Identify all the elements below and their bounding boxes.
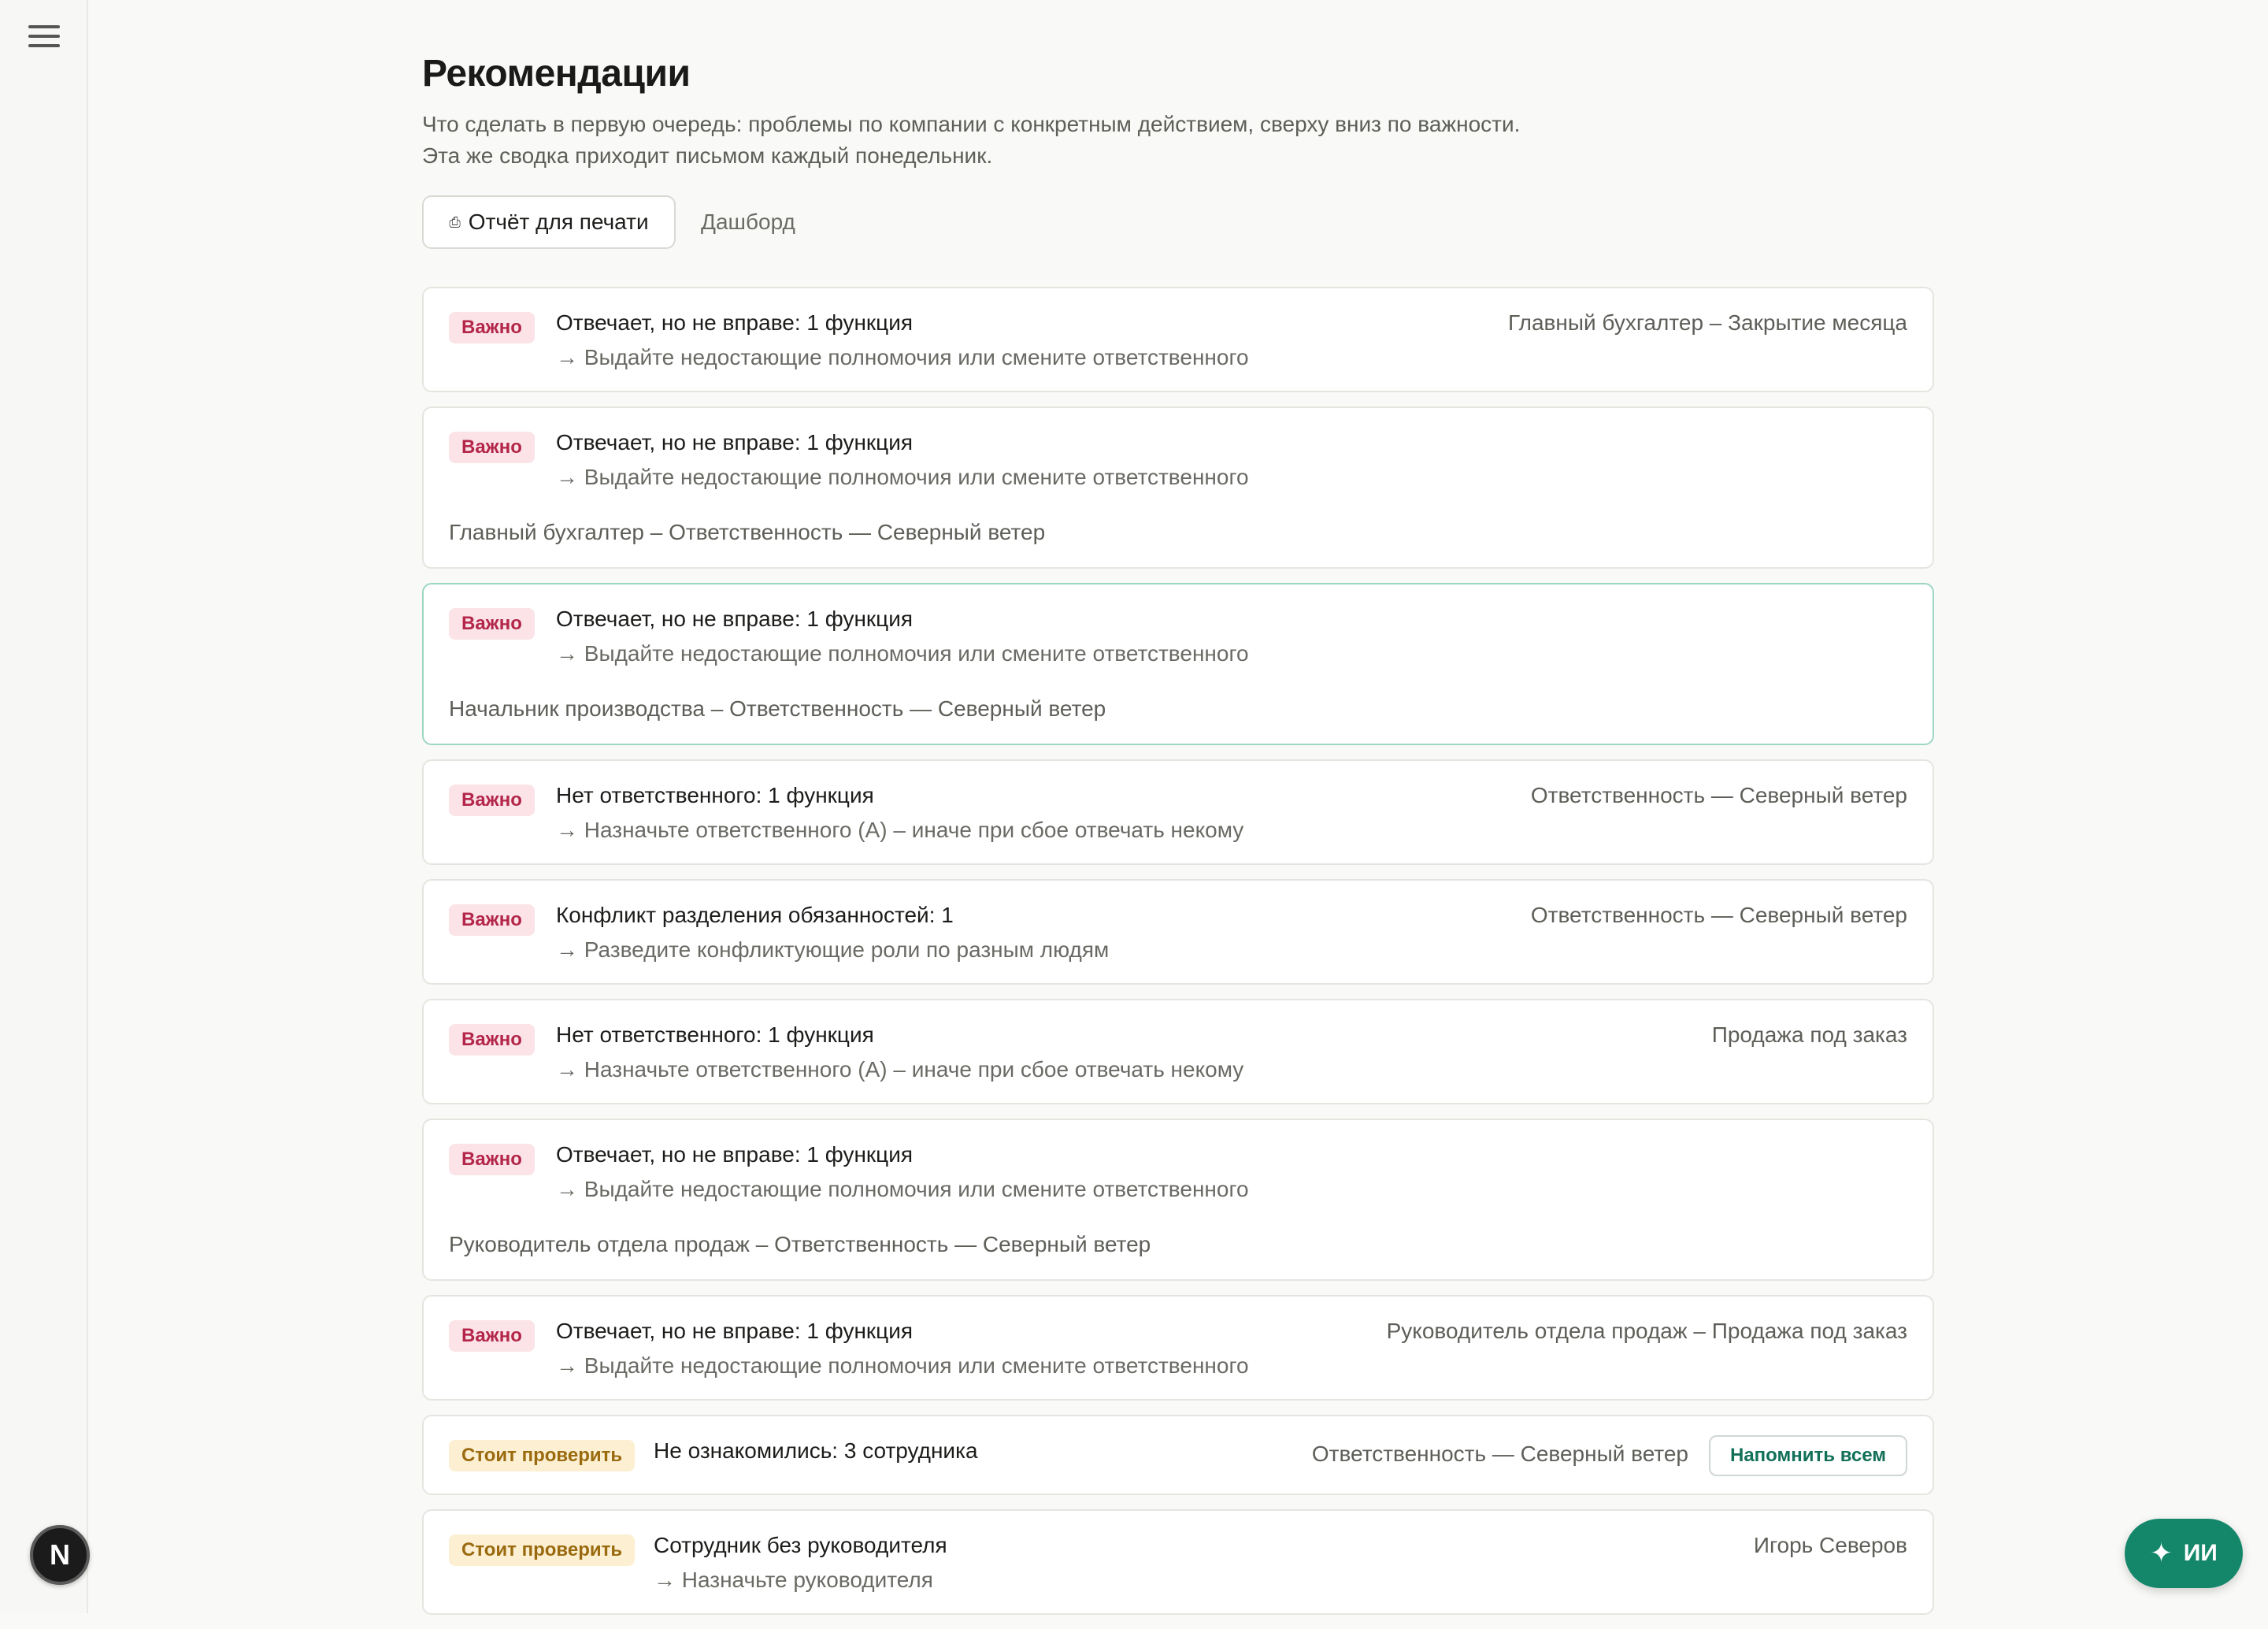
severity-badge: Важно — [449, 1024, 535, 1056]
severity-badge: Важно — [449, 312, 535, 343]
subtitle-line-2: Эта же сводка приходит письмом каждый понедельник. — [422, 143, 993, 168]
card-action: → Назначьте руководителя — [654, 1568, 933, 1592]
recommendation-card[interactable] — [422, 1119, 1934, 1281]
card-context: Ответственность — Северный ветер — [1530, 783, 1907, 807]
card-context: Руководитель отдела продаж – Ответственность — Северный ветер — [449, 1232, 1151, 1256]
card-title: Отвечает, но не вправе: 1 функция — [556, 1142, 914, 1167]
recommendation-card[interactable] — [422, 1415, 1934, 1495]
card-action: → Выдайте недостающие полномочия или смените ответственного — [556, 1353, 1249, 1378]
card-title: Отвечает, но не вправе: 1 функция — [556, 430, 914, 455]
card-context: Начальник производства – Ответственность — Северный ветер — [449, 696, 1106, 721]
ai-button-label: ИИ — [2183, 1540, 2218, 1566]
card-context: Руководитель отдела продаж – Продажа под заказ — [1386, 1319, 1907, 1343]
card-context: Игорь Северов — [1753, 1533, 1907, 1557]
severity-badge: Важно — [449, 1144, 535, 1175]
page-title: Рекомендации — [422, 53, 691, 95]
card-title: Отвечает, но не вправе: 1 функция — [556, 1319, 914, 1343]
remind-all-button[interactable]: Напомнить всем — [1709, 1435, 1907, 1476]
recommendation-card[interactable] — [422, 759, 1934, 865]
printer-icon: ⎙ — [449, 213, 461, 230]
card-title: Нет ответственного: 1 функция — [556, 1022, 874, 1047]
recommendation-card[interactable] — [422, 879, 1934, 985]
card-title: Не ознакомились: 3 сотрудника — [654, 1438, 978, 1463]
recommendation-card[interactable] — [422, 406, 1934, 569]
card-context: Ответственность — Северный ветер — [1311, 1442, 1688, 1466]
severity-badge: Стоит проверить — [449, 1440, 635, 1471]
card-context: Продажа под заказ — [1711, 1022, 1907, 1047]
print-report-button[interactable] — [422, 195, 676, 249]
recommendation-card[interactable] — [422, 1509, 1934, 1615]
severity-badge: Важно — [449, 904, 535, 936]
card-title: Отвечает, но не вправе: 1 функция — [556, 607, 914, 631]
page-subtitle — [422, 109, 1918, 172]
card-title: Сотрудник без руководителя — [654, 1533, 947, 1557]
card-action: → Выдайте недостающие полномочия или смените ответственного — [556, 345, 1249, 369]
recommendation-card[interactable] — [422, 999, 1934, 1104]
card-action: → Выдайте недостающие полномочия или смените ответственного — [556, 465, 1249, 489]
ai-assistant-button[interactable] — [2125, 1519, 2243, 1588]
sidebar — [0, 0, 88, 1613]
severity-badge: Важно — [449, 432, 535, 463]
recommendation-card[interactable] — [422, 583, 1934, 745]
card-context: Ответственность — Северный ветер — [1530, 903, 1907, 927]
severity-badge: Стоит проверить — [449, 1534, 635, 1566]
card-action: → Назначьте ответственного (А) – иначе при сбое отвечать некому — [556, 818, 1244, 842]
user-avatar[interactable]: N — [30, 1525, 90, 1585]
card-action: → Выдайте недостающие полномочия или смените ответственного — [556, 1177, 1249, 1201]
severity-badge: Важно — [449, 785, 535, 816]
card-title: Конфликт разделения обязанностей: 1 — [556, 903, 954, 927]
card-context: Главный бухгалтер – Ответственность — Северный ветер — [449, 520, 1046, 544]
card-title: Нет ответственного: 1 функция — [556, 783, 874, 807]
card-action: → Выдайте недостающие полномочия или смените ответственного — [556, 641, 1249, 666]
card-action: → Разведите конфликтующие роли по разным людям — [556, 937, 1110, 962]
subtitle-line-1: Что сделать в первую очередь: проблемы по компании с конкретным действием, сверху вниз по важности. — [422, 112, 1521, 136]
print-report-label: Отчёт для печати — [468, 210, 649, 234]
severity-badge: Важно — [449, 608, 535, 640]
sparkle-icon: ✦ — [2150, 1538, 2173, 1568]
dashboard-link[interactable]: Дашборд — [701, 210, 795, 234]
card-title: Отвечает, но не вправе: 1 функция — [556, 310, 914, 335]
severity-badge: Важно — [449, 1320, 535, 1352]
hamburger-menu-icon[interactable] — [27, 22, 61, 50]
card-action: → Назначьте ответственного (А) – иначе при сбое отвечать некому — [556, 1057, 1244, 1082]
card-context: Главный бухгалтер – Закрытие месяца — [1508, 310, 1907, 335]
recommendation-card[interactable] — [422, 1295, 1934, 1401]
recommendation-card[interactable] — [422, 287, 1934, 392]
recommendations-list — [422, 287, 1934, 1629]
